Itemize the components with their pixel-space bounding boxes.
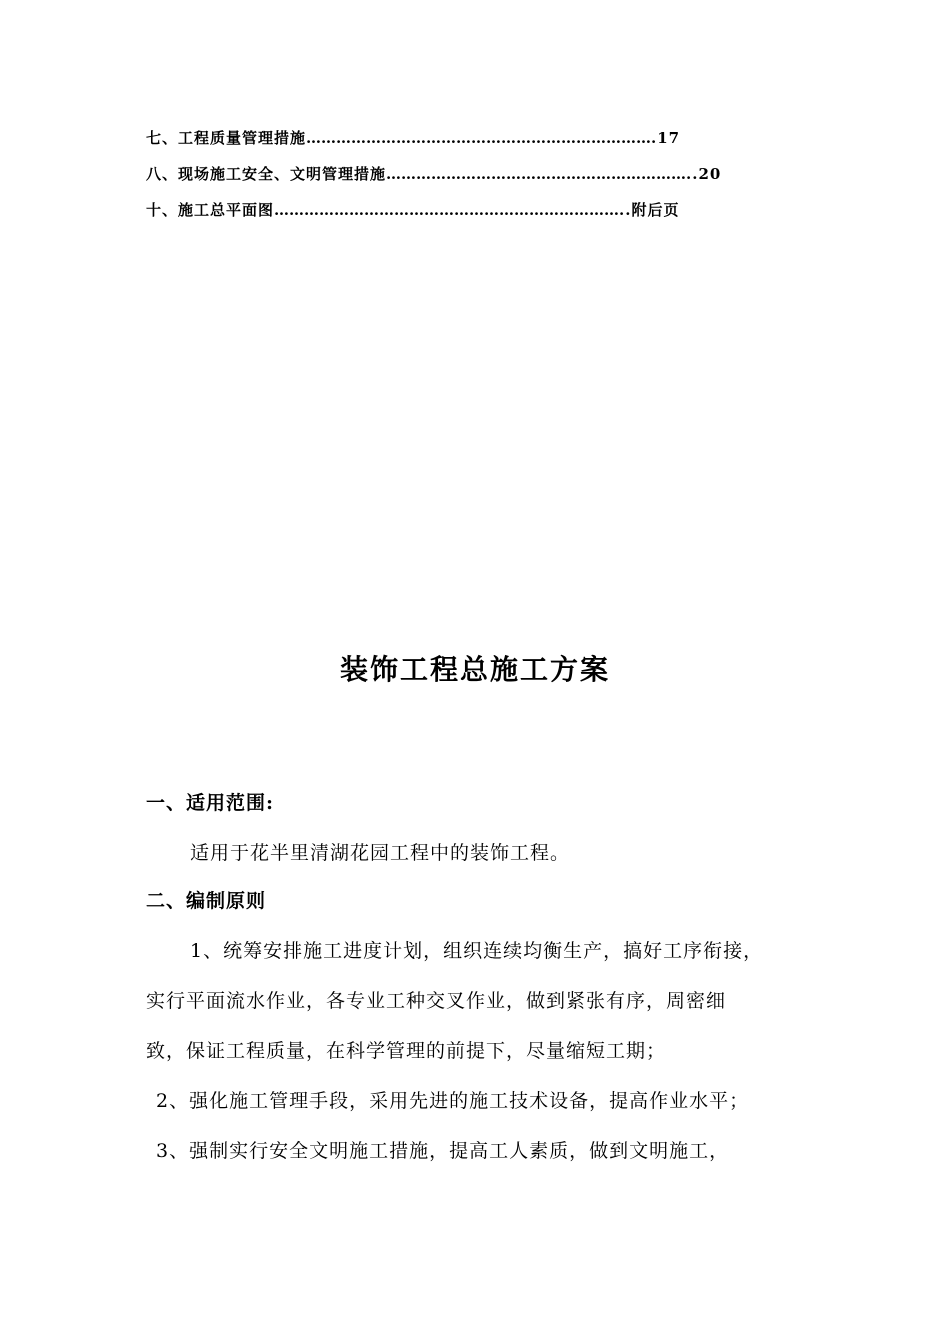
toc-item-text: 十、施工总平面图 [146, 201, 275, 219]
toc-item [146, 196, 786, 232]
toc-item-leader: …………………………………………………… [386, 165, 687, 183]
principle-1-line-2: 实行平面流水作业，各专业工种交叉作业，做到紧张有序，周密细 [146, 990, 727, 1012]
document-title: 装饰工程总施工方案 [339, 653, 610, 686]
section-heading-principles: 二、编制原则 [146, 890, 267, 912]
toc-item [146, 160, 786, 196]
toc-item-page: ..20 [686, 165, 722, 183]
toc-item-leader: …………………………………………………………… [306, 129, 652, 147]
scope-paragraph: 适用于花半里清湖花园工程中的装饰工程。 [190, 842, 571, 864]
principle-1-line-1: 1、统筹安排施工进度计划，组织连续均衡生产，搞好工序衔接， [190, 940, 764, 962]
toc-item-leader: …………………………………………………………… [274, 201, 620, 219]
principle-1-line-3: 致，保证工程质量，在科学管理的前提下，尽量缩短工期； [146, 1040, 667, 1062]
section-heading-scope: 一、适用范围: [146, 792, 275, 814]
toc-item-page: ..附后页 [619, 201, 680, 219]
principle-2: 2、强化施工管理手段，采用先进的施工技术设备，提高作业水平； [156, 1090, 750, 1112]
toc-item [146, 124, 786, 160]
table-of-contents [146, 124, 786, 232]
principle-3: 3、强制实行安全文明施工措施，提高工人素质，做到文明施工， [156, 1140, 730, 1162]
toc-item-page: .17 [651, 129, 681, 147]
toc-item-text: 八、现场施工安全、文明管理措施 [146, 165, 387, 183]
toc-item-text: 七、工程质量管理措施 [146, 129, 307, 147]
